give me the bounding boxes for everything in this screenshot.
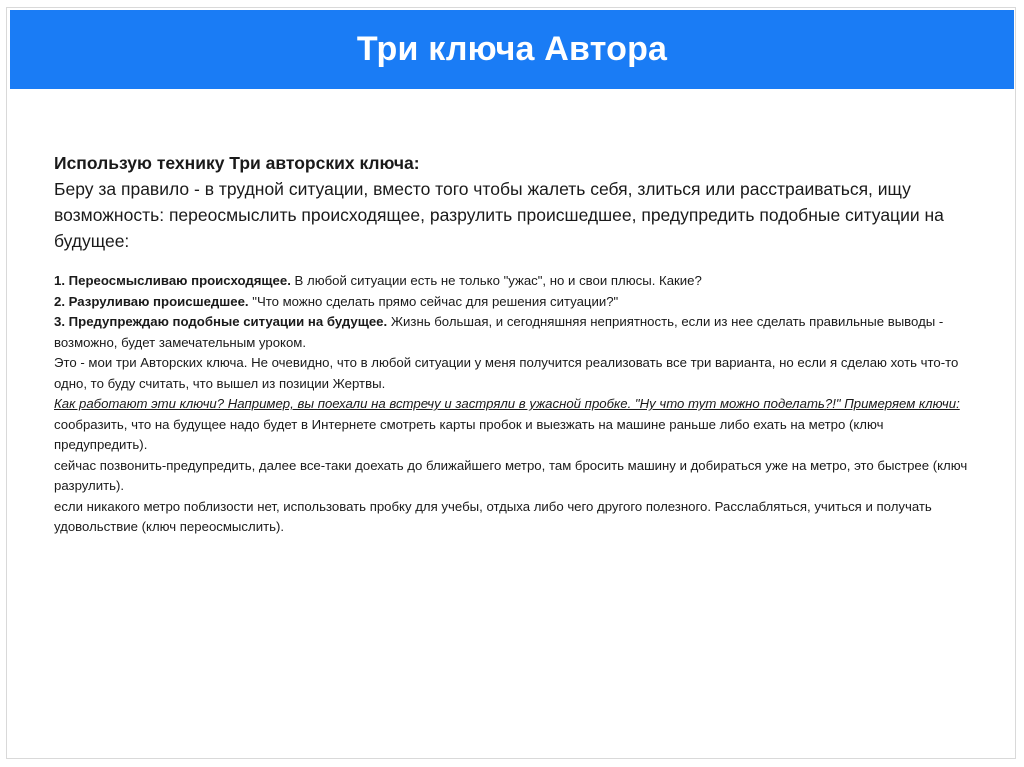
title-bar — [10, 10, 1014, 89]
example-item-1: сообразить, что на будущее надо будет в Интернете смотреть карты пробок и выезжать на машине раньше либо ехать на метро (ключ предупредить). — [54, 416, 884, 452]
key-label-2: 2. Разруливаю происшедшее. — [54, 293, 249, 309]
intro-text: Беру за правило - в трудной ситуации, вместо того чтобы жалеть себя, злиться или расстраиваться, ищу возможность: переосмыслить происходящее, разрулить происшедшее, предупредить подобные ситуации на будущее: — [54, 179, 944, 251]
key-item-1 — [54, 271, 974, 292]
key-text-3: Жизнь большая, и сегодняшняя неприятность, если из нее сделать правильные выводы - возможно, будет замечательным уроком. — [54, 314, 944, 350]
key-label-3: 3. Предупреждаю подобные ситуации на будущее. — [54, 314, 388, 329]
key-label-1: 1. Переосмысливаю происходящее. — [54, 273, 291, 288]
key-item-2 — [54, 292, 974, 313]
slide-title: Три ключа Автора — [356, 30, 668, 68]
example-question: Как работают эти ключи? Например, вы поехали на встречу и застряли в ужасной пробке. "Ну что тут можно поделать?!" Примеряем ключи: — [54, 396, 960, 411]
keys-list — [54, 271, 974, 538]
key-text-1: В любой ситуации есть не только "ужас", но и свои плюсы. Какие? — [290, 273, 702, 288]
key-item-3 — [54, 312, 974, 353]
example-item-2: сейчас позвонить-предупредить, далее все-таки доехать до ближайшего метро, там бросить машину и добираться уже на метро, это быстрее (ключ разрулить). — [54, 457, 968, 493]
example-item-3: если никакого метро поблизости нет, использовать пробку для учебы, отдыха либо чего другого полезного. Расслабляться, учиться и получать удовольствие (ключ переосмыслить). — [54, 498, 932, 534]
intro-heading: Использую технику Три авторских ключа: — [54, 153, 420, 173]
summary-paragraph: Это - мои три Авторских ключа. Не очевидно, что в любой ситуации у меня получится реализовать все три варианта, но если я сделаю хоть что-то одно, то буду считать, что вышел из позиции Жертвы. — [54, 355, 959, 391]
key-text-2: "Что можно сделать прямо сейчас для решения ситуации?" — [248, 293, 619, 309]
slide-content — [54, 150, 974, 538]
